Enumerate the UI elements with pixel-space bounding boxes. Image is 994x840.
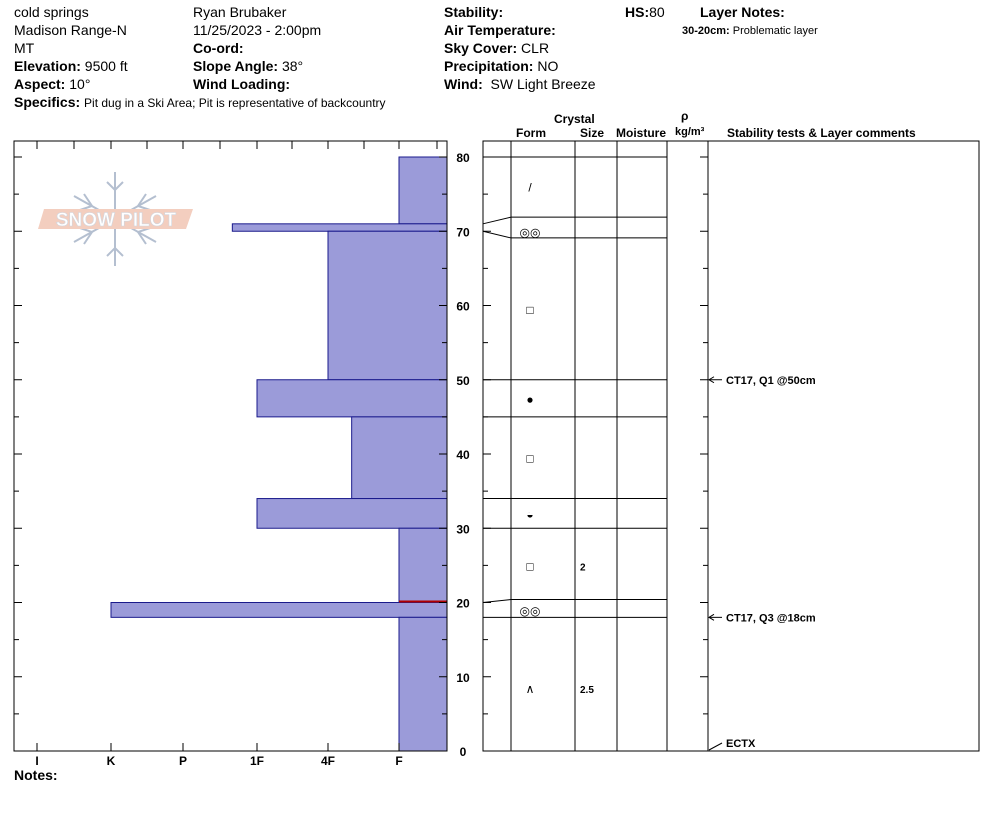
table-frame (483, 141, 979, 751)
slope-value: 38° (281, 58, 304, 74)
aspect-label: Aspect: (14, 76, 66, 92)
height-tick-label: 80 (456, 151, 470, 165)
layer-note-text: Problematic layer (732, 25, 818, 37)
comments-header: Stability tests & Layer comments (727, 126, 916, 140)
specifics-value: Pit dug in a Ski Area; Pit is representative of backcountry (84, 96, 386, 110)
stability-test-label: CT17, Q1 @50cm (726, 374, 816, 387)
height-tick-label: 20 (456, 596, 470, 611)
wind-loading-label: Wind Loading: (193, 76, 291, 92)
specifics-label: Specifics: (14, 94, 81, 110)
hardness-bar (399, 617, 447, 751)
grain-form-symbol: □ (526, 451, 534, 466)
aspect-value: 10° (69, 76, 91, 92)
height-tick-label: 50 (456, 373, 470, 388)
height-tick-label: 70 (456, 225, 470, 240)
state: MT (14, 40, 35, 56)
grain-form-symbol: ◎◎ (519, 603, 541, 618)
layer-connector (483, 217, 511, 224)
sky-cover-label: Sky Cover: (444, 40, 518, 56)
hardness-bar (352, 417, 447, 499)
elevation-label: Elevation: (14, 58, 81, 74)
hardness-tick-label: K (106, 754, 116, 768)
density-symbol: ρ (681, 109, 689, 123)
layer-connector (483, 231, 511, 238)
grain-form-symbol: ● (526, 392, 534, 407)
hardness-tick-label: I (35, 754, 39, 768)
height-tick-label: 60 (456, 299, 470, 314)
hardness-tick-label: P (178, 754, 188, 768)
wind-label: Wind: (444, 76, 483, 92)
form-header: Form (516, 126, 546, 140)
density-unit: kg/m³ (675, 126, 705, 138)
test-pointer (709, 743, 722, 750)
grain-form-symbol: ∧ (525, 681, 535, 696)
crystal-header: Crystal (554, 112, 595, 126)
hardness-tick-label: 4F (320, 754, 336, 768)
hardness-bar (232, 224, 447, 231)
hardness-bar (328, 231, 447, 380)
layer-notes-label: Layer Notes: (700, 4, 785, 20)
grain-form-symbol: □ (526, 559, 534, 574)
hardness-bar (399, 528, 447, 602)
layer-connector (483, 600, 511, 603)
grain-size-label: 2 (580, 562, 586, 574)
location-name: cold springs (14, 4, 89, 20)
height-tick-label: 10 (456, 670, 470, 685)
height-tick-label: 30 (456, 522, 470, 537)
snowpilot-logo (38, 172, 193, 266)
notes-label: Notes: (14, 767, 58, 783)
hardness-bars (111, 157, 447, 751)
height-tick-label: 40 (456, 448, 470, 462)
hardness-bar (257, 380, 447, 417)
grain-size-label: 2.5 (580, 684, 594, 696)
height-tick-label: 0 (459, 745, 467, 759)
sky-cover-value: CLR (521, 40, 550, 56)
elevation-value: 9500 ft (84, 58, 128, 74)
mountain-range: Madison Range-N (14, 22, 127, 38)
grain-form-symbol: / (528, 180, 532, 195)
layer-note-range: 30-20cm: (682, 25, 730, 37)
hardness-bar (257, 499, 447, 529)
size-header: Size (580, 126, 605, 140)
grain-form-symbol: ◎◎ (519, 225, 541, 240)
coord-label: Co-ord: (193, 40, 244, 56)
precipitation-value: NO (537, 58, 559, 74)
hardness-bar (111, 603, 447, 618)
hardness-tick-label: 1F (249, 754, 265, 768)
stability-label: Stability: (444, 4, 504, 20)
logo-text: SNOW PILOT (55, 210, 177, 231)
stability-test-label: CT17, Q3 @18cm (726, 612, 816, 625)
grain-form-symbol: □ (526, 303, 534, 318)
date-time: 11/25/2023 - 2:00pm (193, 22, 322, 38)
air-temperature-label: Air Temperature: (444, 22, 556, 38)
hs-label: HS: (625, 4, 650, 20)
layer-table (483, 141, 979, 751)
wind-value: SW Light Breeze (490, 76, 596, 92)
moisture-header: Moisture (616, 126, 667, 140)
grain-form-symbol: ◒ (526, 507, 534, 522)
precipitation-label: Precipitation: (444, 58, 534, 74)
hs-value: 80 (649, 4, 665, 20)
hardness-tick-label: F (395, 754, 403, 768)
stability-test-label: ECTX (726, 738, 756, 750)
hardness-bar (399, 157, 447, 224)
slope-label: Slope Angle: (193, 58, 279, 74)
observer-name: Ryan Brubaker (193, 4, 287, 20)
